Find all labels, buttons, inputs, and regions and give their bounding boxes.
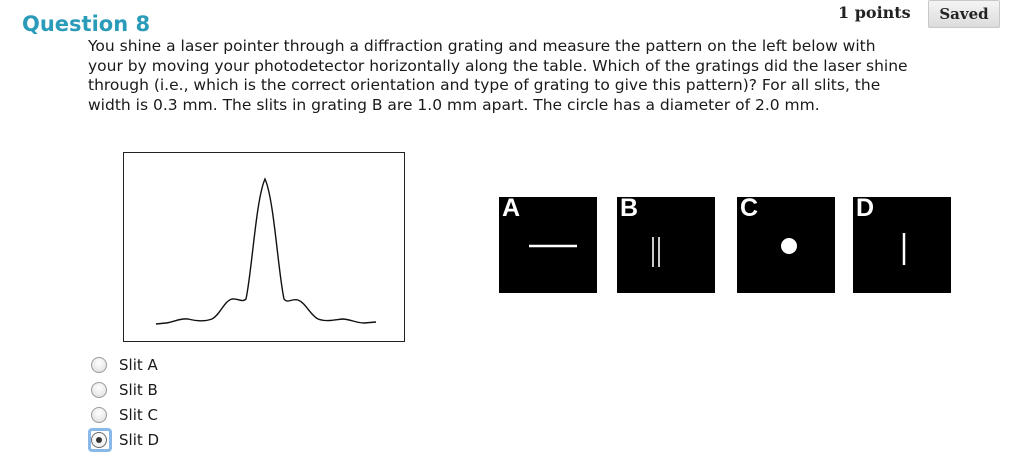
question-text-line: You shine a laser pointer through a diffraction grating and measure the pattern on the left below with: [88, 37, 876, 55]
points-label: 1 points: [838, 3, 911, 22]
option-slit-b[interactable]: [88, 377, 159, 402]
grating-b: [617, 197, 715, 293]
intensity-curve: [156, 179, 376, 324]
option-slit-d[interactable]: [88, 427, 159, 452]
option-label: Slit C: [119, 405, 158, 424]
grating-c-label: C: [740, 197, 759, 222]
question-title: Question 8: [22, 12, 151, 36]
vertical-slit-icon: [853, 197, 951, 293]
grating-d: [853, 197, 951, 293]
option-slit-a[interactable]: [88, 352, 159, 377]
question-text-line: your by moving your photodetector horizontally along the table. Which of the gratings did the laser shine: [88, 56, 908, 75]
grating-a-label: A: [502, 197, 521, 222]
grating-a: [499, 197, 597, 293]
radio-button[interactable]: [91, 407, 107, 423]
option-label: Slit A: [119, 355, 158, 374]
option-slit-c[interactable]: [88, 402, 159, 427]
grating-b-label: B: [620, 197, 639, 222]
question-text-line: width is 0.3 mm. The slits in grating B are 1.0 mm apart. The circle has a diameter of 2.0 mm.: [88, 95, 820, 114]
horizontal-slit-icon: [499, 197, 597, 293]
answer-options: [88, 352, 159, 452]
double-vertical-slit-icon: [617, 197, 715, 293]
radio-button[interactable]: [91, 357, 107, 373]
option-label: Slit B: [119, 380, 158, 399]
option-label: Slit D: [119, 430, 160, 449]
grating-d-label: D: [856, 197, 875, 222]
grating-c: [737, 197, 835, 293]
circle-aperture-icon: [737, 197, 835, 293]
question-text-line: through (i.e., which is the correct orientation and type of grating to give this pattern)? For all slits, the: [88, 76, 881, 94]
radio-button-selected[interactable]: [91, 432, 107, 448]
diffraction-pattern-figure: [123, 152, 405, 342]
radio-button[interactable]: [91, 382, 107, 398]
saved-status-badge: Saved: [928, 0, 1000, 28]
question-text: [88, 37, 998, 115]
diffraction-pattern-graph: [124, 153, 403, 340]
